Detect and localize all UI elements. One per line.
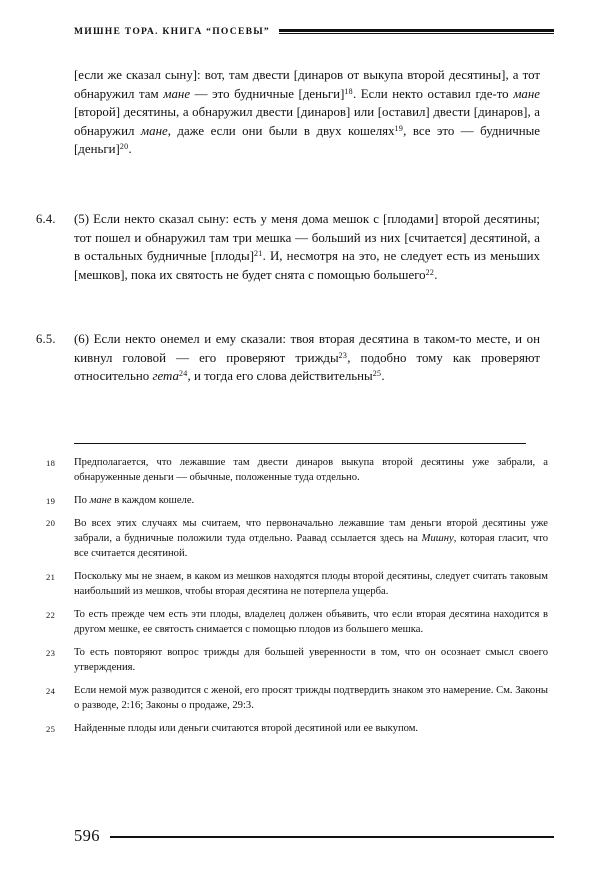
footnote-number: 25 [46, 723, 56, 734]
footnote-number: 24 [46, 685, 56, 696]
footnote-number: 21 [46, 571, 56, 582]
footnote-number: 20 [46, 518, 56, 529]
footnote-text: Найденные плоды или деньги считаются второй десятиной или ее выкупом. [74, 723, 419, 734]
folio-rule [110, 836, 554, 837]
footnote-text: То есть повторяют вопрос трижды для большей уверенности в том, что он осознает смысл своего утверждения. [74, 647, 548, 674]
footnote-item [46, 455, 548, 486]
continued-paragraph: [если же сказал сыну]: вот, там двести [динаров от выкупа второй десятины], а тот обнаружил там мане — это будничные [деньги]$^{18}$. Если некто оставил где-то мане [второй] десятины, а обнаружил двести [динаров] или [оставил] двести [динаров], а обнаружил мане, даже если они были в двух кошелях$^{19}$, все это — будничные [деньги]$^{20}$. [74, 68, 540, 157]
footnote-text: Во всех этих случаях мы считаем, что первоначально лежавшие там деньги второй десятины уже забрали, а будничные положили туда отдельно. Раавад ссылается здесь на Мишну, которая гласит, что все считается десятиной. [74, 517, 548, 560]
footnote-item [46, 683, 548, 714]
footnote-text: Поскольку мы не знаем, в каком из мешков находятся плоды второй десятины, следует считать таковым наибольший из мешков, чтобы вторая десятина не потерпела ущерба. [74, 571, 548, 598]
footnote-number: 23 [46, 647, 56, 658]
running-head-title: МИШНЕ ТОРА. КНИГА “ПОСЕВЫ” [74, 26, 270, 37]
section-text-6-5: (6) Если некто онемел и ему сказали: твоя вторая десятина в таком-то месте, и он кивнул головой — его проверяют трижды$^{23}$, подобно тому как проверяют относительно гета$^{24}$, и тогда его слова действительны$^{25}$. [74, 332, 540, 384]
section-text-6-4: (5) Если некто сказал сыну: есть у меня дома мешок с [плодами] второй десятины; тот пошел и обнаружил там три мешка — больший из них [считается] десятиной, а в остальных будничные [плоды]$^{21}$. И, несмотря на это, не следует есть из меньших [мешков], пока их святость не будет снята с помощью большего$^{22}$. [74, 212, 540, 282]
running-head [74, 26, 554, 37]
footnote-number: 18 [46, 457, 56, 468]
page-number: 596 [74, 826, 100, 845]
footnote-item [46, 721, 548, 736]
footnote-item [46, 569, 548, 600]
section-number-6-5: 6.5. [36, 332, 56, 346]
footnote-text: Если немой муж разводится с женой, его просят трижды подтвердить знаком это намерение. См. Законы о разводе, 2:16; Законы о продаже, 29:3. [74, 685, 548, 712]
section-6-4 [36, 210, 540, 284]
footnote-number: 19 [46, 495, 56, 506]
footnote-number: 22 [46, 609, 56, 620]
footnote-item [46, 645, 548, 676]
footnote-text: Предполагается, что лежавшие там двести динаров выкупа второй десятины уже забрали, а обнаруженные деньги — обычные, положенные туда отдельно. [74, 457, 548, 484]
footnote-item [46, 493, 548, 508]
footnote-text: То есть прежде чем есть эти плоды, владелец должен объявить, что если вторая десятина находится в другом мешке, ее святость снимается с помощью плодов из большего мешка. [74, 609, 548, 636]
footnote-item [46, 516, 548, 562]
section-number-6-4: 6.4. [36, 212, 56, 226]
folio [74, 826, 554, 846]
footnote-item [46, 607, 548, 638]
running-head-rule [279, 29, 554, 35]
footnote-separator-rule [74, 443, 526, 444]
section-6-5 [36, 330, 540, 386]
footnote-list [46, 455, 548, 744]
footnote-text: По мане в каждом кошеле. [74, 495, 195, 506]
